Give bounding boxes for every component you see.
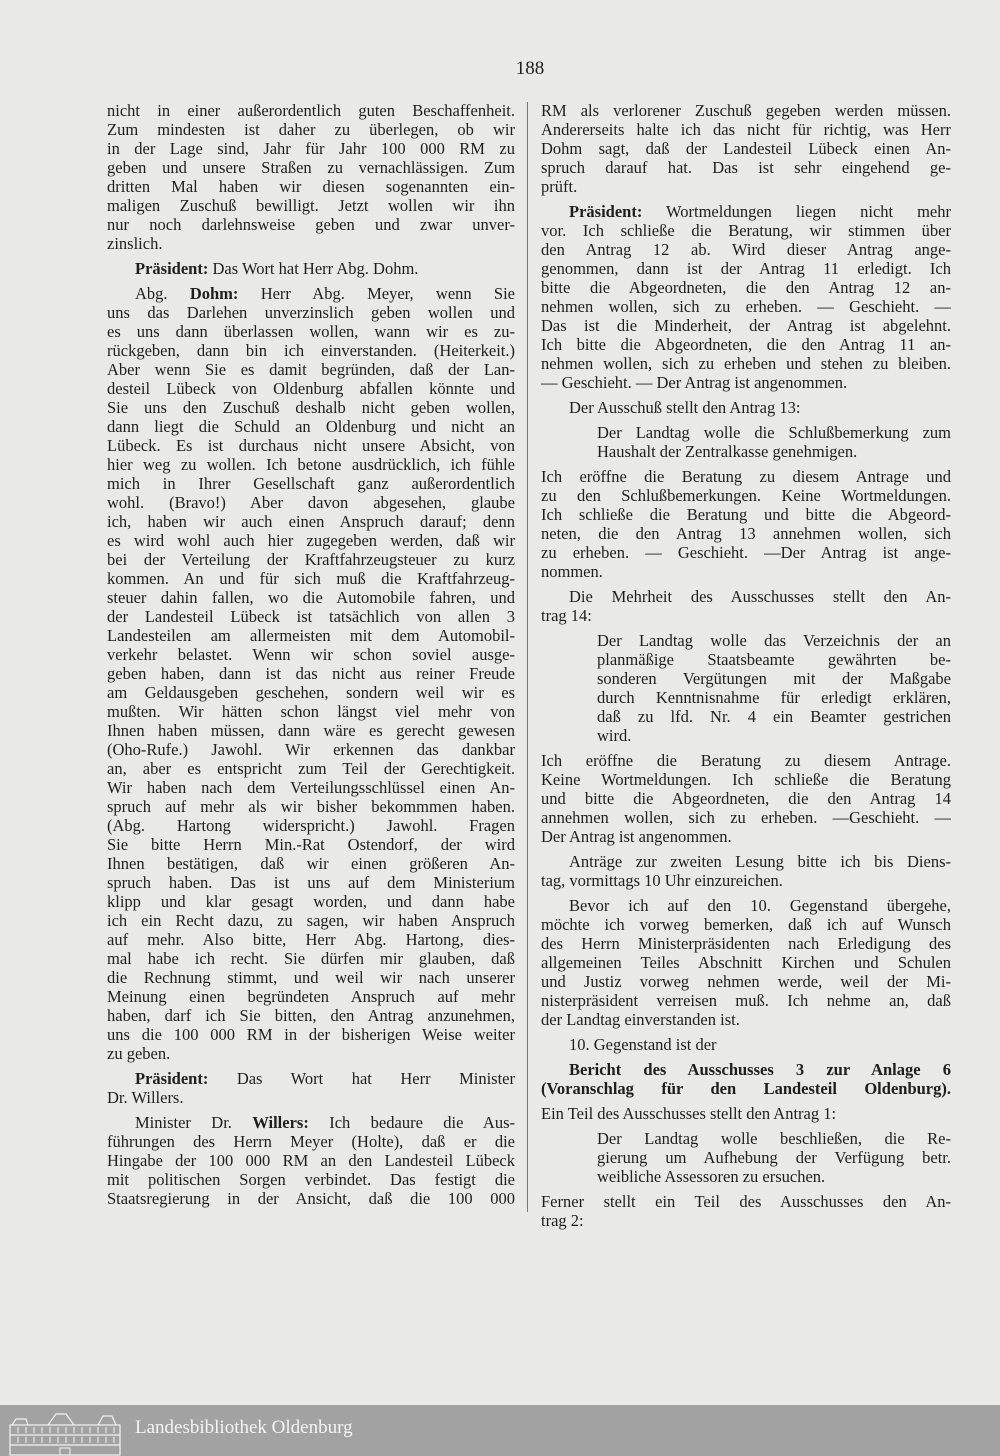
text-line: daß zu lfd. Nr. 4 ein Beamter gestrichen (597, 707, 951, 726)
text-line: Ich schließe die Beratung und bitte die Abgeord- (541, 505, 951, 524)
quoted-motion (541, 1129, 951, 1186)
text-line: prüft. (541, 177, 578, 196)
speech-text: Herr Abg. Meyer, wenn Sie (238, 284, 515, 303)
speech-text: Ich bedaure die Aus- (308, 1113, 515, 1132)
paragraph (541, 896, 951, 1029)
library-name: Landesbibliothek Oldenburg (135, 1417, 353, 1438)
text-line: uns die 100 000 RM in der bisherigen Weise weiter (107, 1025, 515, 1044)
text-line: Wir haben nach dem Verteilungsschlüssel einen An- (107, 778, 515, 797)
text-line: gierung um Aufhebung der Verfügung betr. (597, 1148, 951, 1167)
text-line: tag, vormittags 10 Uhr einzureichen. (541, 871, 783, 890)
text-line: Aber wenn Sie es damit begründen, daß der Lan- (107, 360, 515, 379)
paragraph (541, 852, 951, 890)
text-line: trag 14: (541, 606, 592, 625)
text-line: der Landtag einverstanden ist. (541, 1010, 740, 1029)
speaker-name: Präsident: (135, 259, 209, 278)
text-line: der Landesteil Lübeck ist tatsächlich von allen 3 (107, 607, 515, 626)
speech-text: Das Wort hat Herr Minister (208, 1069, 515, 1088)
text-line: geben haben, dann ist das nicht aus reiner Freude (107, 664, 515, 683)
text-line: auf mehr. Also bitte, Herr Abg. Hartong, dies- (107, 930, 515, 949)
text-line: mit politischen Sorgen verbindet. Das festigt die (107, 1170, 515, 1189)
library-building-icon (8, 1411, 122, 1456)
text-line: Die Mehrheit des Ausschusses stellt den An- (569, 587, 951, 606)
paragraph (107, 1113, 515, 1208)
text-line: verkehr belastet. Wenn wir schon soviel ausge- (107, 645, 515, 664)
text-line: Staatsregierung in der Ansicht, daß die 100 000 (107, 1189, 515, 1208)
text-line (107, 284, 515, 303)
text-line: Landesteilen am allermeisten mit dem Automobil- (107, 626, 515, 645)
text-line: Der Ausschuß stellt den Antrag 13: (569, 398, 801, 417)
text-line: wird. (597, 726, 632, 745)
paragraph (541, 751, 951, 846)
text-line: Ein Teil des Ausschusses stellt den Antrag 1: (541, 1104, 837, 1123)
text-line: kommen. An und für sich muß die Kraftfahrzeug- (107, 569, 515, 588)
column-divider (527, 102, 528, 1212)
text-line: Ferner stellt ein Teil des Ausschusses den An- (541, 1192, 951, 1211)
text-line: sonderen Vergütungen mit der Maßgabe (597, 669, 951, 688)
speech-text: Das Wort hat Herr Abg. Dohm. (208, 259, 419, 278)
text-line: Bevor ich auf den 10. Gegenstand übergehe, (569, 896, 951, 915)
text-line: Ich bitte die Abgeordneten, die den Antrag 11 an- (541, 335, 951, 354)
paragraph (541, 1035, 951, 1054)
text-line: Der Antrag ist angenommen. (541, 827, 732, 846)
speech-text: Wortmeldungen liegen nicht mehr (642, 202, 951, 221)
paragraph (541, 101, 951, 196)
text-line: geben und unsere Straßen zu vernachlässigen. Zum (107, 158, 515, 177)
text-line: in der Lage sind, Jahr für Jahr 100 000 RM zu (107, 139, 515, 158)
paragraph (541, 1192, 951, 1230)
text-line: Ihnen bestätigen, daß wir einen größeren An- (107, 854, 515, 873)
text-line: Lübeck. Es ist durchaus nicht unsere Absicht, von (107, 436, 515, 455)
text-line: möchte ich vorweg bemerken, daß ich auf Wunsch (541, 915, 951, 934)
text-line: dritten Mal haben wir diesen sogenannten ein- (107, 177, 515, 196)
text-line: nommen. (541, 562, 603, 581)
text-line: Hingabe der 100 000 RM an den Landesteil Lübeck (107, 1151, 515, 1170)
text-line: (Oho-Rufe.) Jawohl. Wir erkennen das dankbar (107, 740, 515, 759)
text-line: bei der Verteilung der Kraftfahrzeugsteuer zu kurz (107, 550, 515, 569)
text-line: Meinung einen begründeten Anspruch auf mehr (107, 987, 515, 1006)
text-line: nur noch darlehnsweise geben und zwar unver- (107, 215, 515, 234)
section-heading (541, 1060, 951, 1098)
speaker-name: Präsident: (135, 1069, 209, 1088)
text-line: mich in Ihrer Gesellschaft ganz außerordentlich (107, 474, 515, 493)
text-line: 10. Gegenstand ist der (569, 1035, 717, 1054)
paragraph (541, 1104, 951, 1123)
text-line: zu geben. (107, 1044, 171, 1063)
text-line: uns das Darlehen unverzinslich geben wollen und (107, 303, 515, 322)
paragraph (541, 398, 951, 417)
text-line: zu den Schlußbemerkungen. Keine Wortmeldungen. (541, 486, 951, 505)
text-line: zu erheben. — Geschieht. —Der Antrag ist ange- (541, 543, 951, 562)
text-line: mußten. Wir hätten schon längst viel mehr von (107, 702, 515, 721)
speaker-name: Dohm: (189, 284, 239, 303)
text-line: maligen Zuschuß bewilligt. Jetzt wollen wir ihn (107, 196, 515, 215)
text-line: nehmen wollen, sich zu erheben. — Geschieht. — (541, 297, 951, 316)
text-line: spruch auf mehr als wir bisher bekommmen haben. (107, 797, 515, 816)
text-line: es uns dann überlassen wollen, wann wir es zu- (107, 322, 515, 341)
text-line: genommen, dann ist der Antrag 11 erledigt. Ich (541, 259, 951, 278)
text-line (541, 202, 951, 221)
text-line: Haushalt der Zentralkasse genehmigen. (597, 442, 858, 461)
text-line (107, 1113, 515, 1132)
text-line: mal habe ich recht. Sie dürfen mir glauben, daß (107, 949, 515, 968)
text-line: hier weg zu wollen. Ich betone ausdrücklich, ich fühle (107, 455, 515, 474)
text-line: ich ein Recht dazu, zu sagen, wir haben Anspruch (107, 911, 515, 930)
text-line: durch Kenntnisnahme für erledigt erklären, (597, 688, 951, 707)
text-line: Sie bitte Herrn Min.-Rat Ostendorf, der wird (107, 835, 515, 854)
text-line: neten, die den Antrag 13 annehmen wollen, sich (541, 524, 951, 543)
paragraph (107, 259, 515, 278)
text-line (107, 1069, 515, 1088)
text-line: Bericht des Ausschusses 3 zur Anlage 6 (569, 1060, 951, 1079)
text-line: spruch haben. Das ist uns auf dem Ministerium (107, 873, 515, 892)
quoted-motion (541, 631, 951, 745)
text-line: RM als verlorener Zuschuß gegeben werden müssen. (541, 101, 951, 120)
text-line: ich, haben wir auch einen Anspruch darauf; denn (107, 512, 515, 531)
speaker-name: Präsident: (569, 202, 643, 221)
text-line: nicht in einer außerordentlich guten Beschaffenheit. (107, 101, 515, 120)
text-line: Dr. Willers. (107, 1088, 184, 1107)
text-line: Ich eröffne die Beratung zu diesem Antrage und (541, 467, 951, 486)
text-line: Ihnen haben müssen, dann wäre es gerecht gewesen (107, 721, 515, 740)
text-line: führungen des Herrn Meyer (Holte), daß er die (107, 1132, 515, 1151)
text-line: desteil Lübeck von Oldenburg abfallen könnte und (107, 379, 515, 398)
text-line: nehmen wollen, sich zu erheben und stehen zu bleiben. (541, 354, 951, 373)
text-line: Zum mindesten ist daher zu überlegen, ob wir (107, 120, 515, 139)
text-line: rückgeben, dann bin ich einverstanden. (Heiterkeit.) (107, 341, 515, 360)
text-line: Sie uns den Zuschuß deshalb nicht geben wollen, (107, 398, 515, 417)
speaker-name: Willers: (252, 1113, 309, 1132)
text-line: Der Landtag wolle die Schlußbemerkung zum (597, 423, 951, 442)
quoted-motion (541, 423, 951, 461)
text-line: vor. Ich schließe die Beratung, wir stimmen über (541, 221, 951, 240)
paragraph (541, 202, 951, 392)
text-line: steuer dahin fallen, wo die Automobile fahren, und (107, 588, 515, 607)
paragraph (107, 284, 515, 1063)
text-line: dann liegt die Schuld an Oldenburg und nicht an (107, 417, 515, 436)
text-line: und bitte die Abgeordneten, die den Antrag 14 (541, 789, 951, 808)
speaker-title: Minister Dr. (135, 1113, 253, 1132)
speaker-title: Abg. (135, 284, 190, 303)
paragraph (541, 467, 951, 581)
text-line: Keine Wortmeldungen. Ich schließe die Beratung (541, 770, 951, 789)
paragraph (107, 101, 515, 253)
text-line: (Voranschlag für den Landesteil Oldenburg). (541, 1079, 951, 1098)
text-line: spruch darauf hat. Das ist sehr eingehend ge- (541, 158, 951, 177)
text-line: — Geschieht. — Der Antrag ist angenommen. (541, 373, 848, 392)
text-line: Der Landtag wolle das Verzeichnis der an (597, 631, 951, 650)
text-line: an, aber es entspricht zum Teil der Gerechtigkeit. (107, 759, 515, 778)
text-line: Das ist die Minderheit, der Antrag ist abgelehnt. (541, 316, 951, 335)
text-line: trag 2: (541, 1211, 584, 1230)
text-line (107, 259, 515, 278)
left-column (107, 101, 515, 1214)
text-line: zinslich. (107, 234, 163, 253)
text-line: den Antrag 12 ab. Wird dieser Antrag ange- (541, 240, 951, 259)
text-line: am Geldausgeben geschehen, sondern weil wir es (107, 683, 515, 702)
text-line: annehmen wollen, sich zu erheben. —Geschieht. — (541, 808, 951, 827)
text-line: wohl. (Bravo!) Aber davon abgesehen, glaube (107, 493, 515, 512)
paragraph (541, 587, 951, 625)
text-line: planmäßige Staatsbeamte gewährten be- (597, 650, 951, 669)
text-line: Ich eröffne die Beratung zu diesem Antrage. (541, 751, 951, 770)
text-line: allgemeinen Teiles Abschnitt Kirchen und Schulen (541, 953, 951, 972)
text-line: Anträge zur zweiten Lesung bitte ich bis Diens- (569, 852, 951, 871)
text-line: klipp und klar gesagt worden, und dann habe (107, 892, 515, 911)
text-line: nisterpräsident verreisen muß. Ich nehme an, daß (541, 991, 951, 1010)
text-line: (Abg. Hartong widerspricht.) Jawohl. Fragen (107, 816, 515, 835)
footer-bar (0, 1405, 1000, 1456)
text-line: Dohm sagt, daß der Landesteil Lübeck einen An- (541, 139, 951, 158)
text-line: und Justiz vorweg nehmen werde, weil der Mi- (541, 972, 951, 991)
text-line: bitte die Abgeordneten, die den Antrag 12 an- (541, 278, 951, 297)
text-line: haben, darf ich Sie bitten, den Antrag anzunehmen, (107, 1006, 515, 1025)
text-line: Der Landtag wolle beschließen, die Re- (597, 1129, 951, 1148)
paragraph (107, 1069, 515, 1107)
right-column (541, 101, 951, 1236)
text-line: weibliche Assessoren zu ersuchen. (597, 1167, 826, 1186)
text-line: des Herrn Ministerpräsidenten nach Erledigung des (541, 934, 951, 953)
text-line: die Rechnung stimmt, und weil wir nach unserer (107, 968, 515, 987)
text-line: Andererseits halte ich das nicht für richtig, was Herr (541, 120, 951, 139)
page-number: 188 (515, 58, 545, 79)
text-line: es wird wohl auch hier zugegeben werden, daß wir (107, 531, 515, 550)
